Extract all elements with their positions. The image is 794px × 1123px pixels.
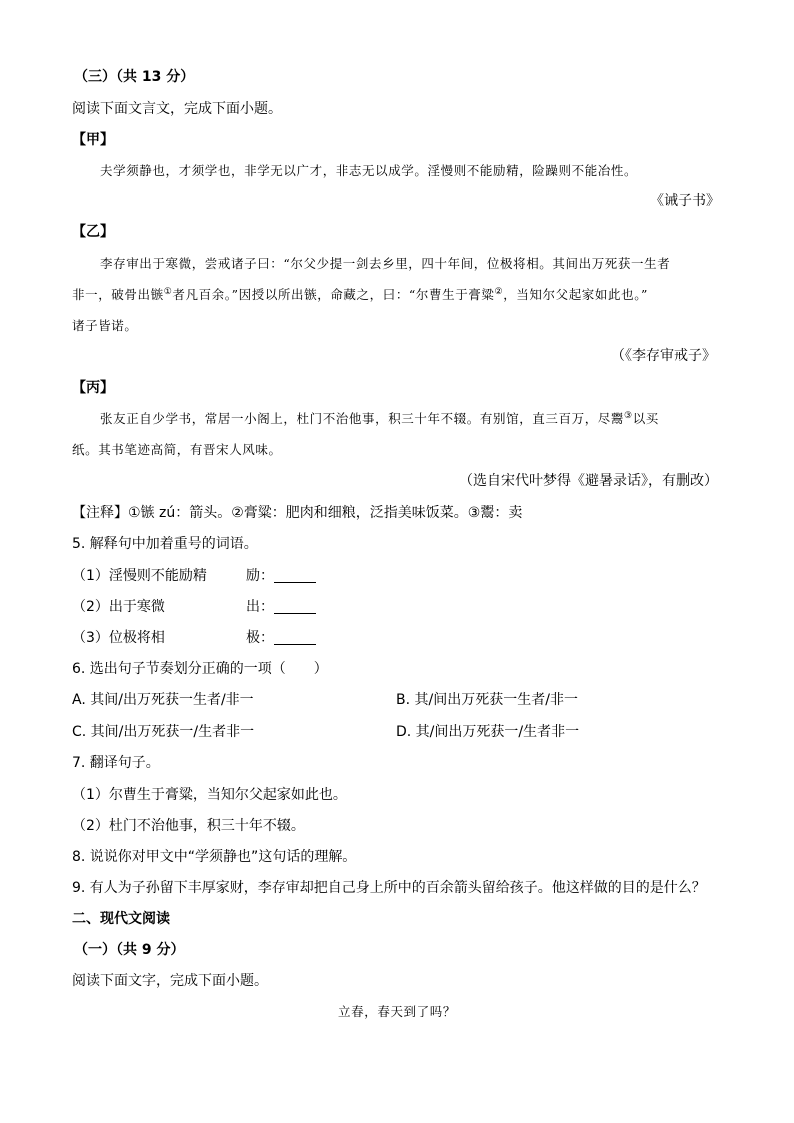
- annotation: 【注释】①镞 zú：箭头。②膏粱：肥肉和细粮，泛指美味饭菜。③鬻：卖: [72, 505, 523, 521]
- question-6-option-c[interactable]: C. 其间/出万死获一/生者非一: [72, 724, 255, 740]
- passage-bing-line1: [100, 409, 659, 429]
- question-7-sentence-1: （1）尔曹生于膏粱，当知尔父起家如此也。: [72, 787, 347, 803]
- passage-bing-line1-part2: 以买: [632, 411, 659, 426]
- question-6-option-b[interactable]: B. 其/间出万死获一生者/非一: [396, 692, 578, 708]
- question-5-word-3: 极：: [246, 630, 274, 646]
- answer-blank[interactable]: [274, 630, 316, 645]
- question-5-item-2: （2）出于寒微: [72, 599, 165, 615]
- footnote-marker-3: ③: [624, 410, 633, 421]
- question-5-answer-3: [246, 628, 316, 648]
- question-7-stem: 7. 翻译句子。: [72, 755, 160, 771]
- question-5-word-1: 励：: [246, 568, 274, 584]
- passage-yi-line2-part2: 者凡百余。”因授以所出镞，命藏之，曰：“尔曹生于膏粱: [172, 287, 495, 302]
- question-6-stem: 6. 选出句子节奏划分正确的一项（ ）: [72, 661, 328, 677]
- part-subheading: （一）（共 9 分）: [74, 942, 185, 958]
- question-5-answer-2: [246, 597, 316, 617]
- passage-label-yi: 【乙】: [72, 224, 114, 240]
- question-5-stem: 5. 解释句中加着重号的词语。: [72, 536, 258, 552]
- passage-jia-source: 《诫子书》: [650, 193, 720, 209]
- question-5-item-1: （1）淫慢则不能励精: [72, 568, 207, 584]
- section-instruction: 阅读下面文言文，完成下面小题。: [72, 101, 282, 117]
- part-heading: 二、现代文阅读: [72, 911, 170, 927]
- footnote-marker-1: ①: [163, 286, 173, 297]
- question-5-item-3: （3）位极将相: [72, 630, 165, 646]
- question-9-stem: 9. 有人为子孙留下丰厚家财，李存审却把自己身上所中的百余箭头留给孩子。他这样做的目的是什么？: [72, 880, 706, 896]
- question-6-option-a[interactable]: A. 其间/出万死获一生者/非一: [72, 692, 254, 708]
- footnote-marker-2: ②: [494, 286, 504, 297]
- passage-yi-line3: 诸子皆诺。: [72, 318, 138, 333]
- part-instruction: 阅读下面文字，完成下面小题。: [72, 973, 268, 989]
- passage-jia-text: 夫学须静也，才须学也，非学无以广才，非志无以成学。淫慢则不能励精，险躁则不能冶性。: [100, 163, 638, 178]
- question-7-sentence-2: （2）杜门不治他事，积三十年不辍。: [72, 818, 305, 834]
- passage-bing-line2: 纸。其书笔迹高简，有晋宋人风味。: [72, 442, 282, 457]
- passage-bing-source: （选自宋代叶梦得《避暑录话》，有删改）: [459, 473, 718, 489]
- passage-yi-source: （《李存审戒子》: [611, 348, 716, 364]
- passage-yi-line2-part1: 非一，破骨出镞: [72, 287, 164, 302]
- passage-yi-line2-part3: ，当知尔父起家如此也。”: [503, 287, 649, 302]
- question-5-answer-1: [246, 566, 316, 586]
- question-5-word-2: 出：: [246, 599, 274, 615]
- passage-yi-line1: 李存审出于寒微，尝戒诸子曰：“尔父少提一剑去乡里，四十年间，位极将相。其间出万死获一生者: [100, 256, 671, 271]
- passage-yi-line2: [72, 285, 648, 305]
- passage-label-bing: 【丙】: [72, 380, 114, 396]
- question-8-stem: 8. 说说你对甲文中“学须静也”这句话的理解。: [72, 849, 357, 865]
- passage-label-jia: 【甲】: [72, 132, 114, 148]
- answer-blank[interactable]: [274, 568, 316, 583]
- article-title: 立春，春天到了吗？: [338, 1004, 456, 1019]
- section-heading: （三）（共 13 分）: [74, 69, 195, 85]
- question-6-option-d[interactable]: D. 其/间出万死获一/生者非一: [396, 724, 580, 740]
- answer-blank[interactable]: [274, 599, 316, 614]
- passage-bing-line1-part1: 张友正自少学书，常居一小阁上，杜门不治他事，积三十年不辍。有别馆，直三百万，尽鬻: [100, 411, 625, 426]
